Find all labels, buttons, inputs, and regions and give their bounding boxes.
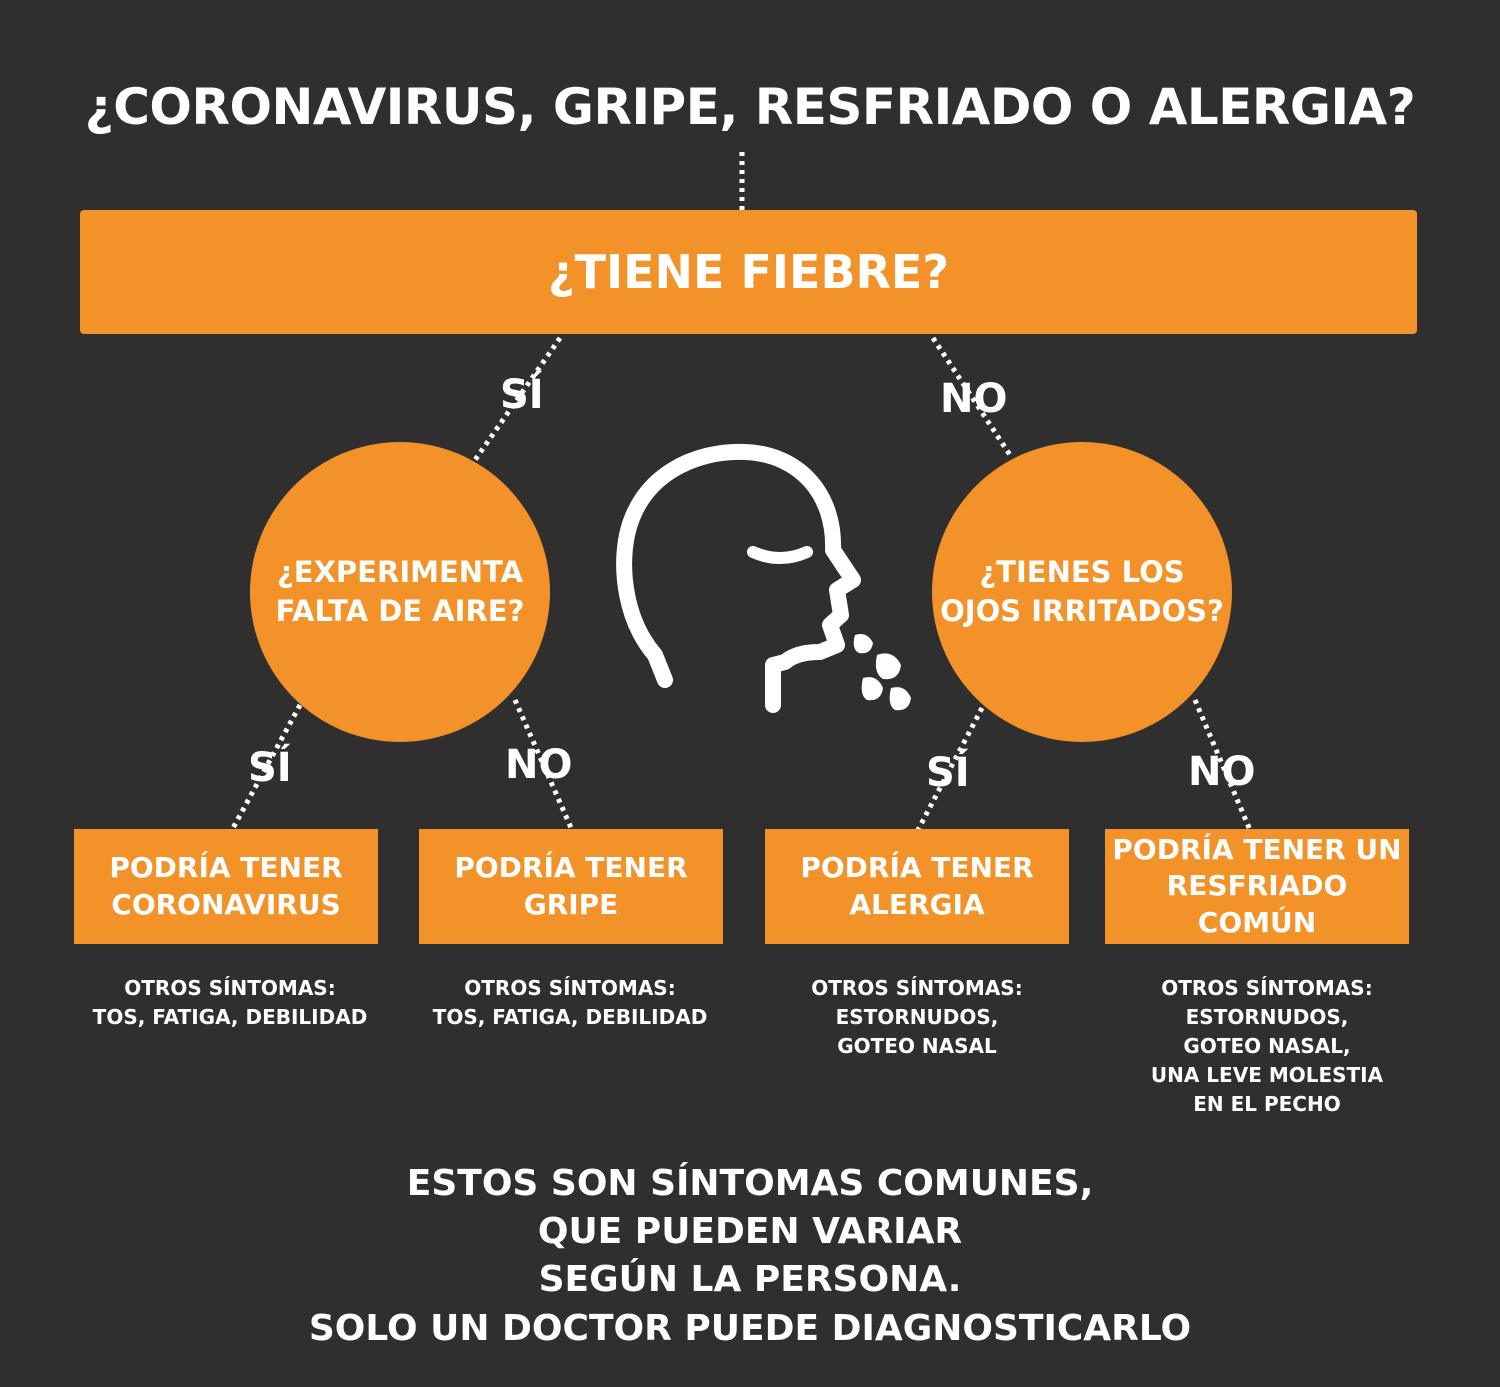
branch-yes-eyes: SÍ xyxy=(926,750,970,796)
symptoms-flu: OTROS SÍNTOMAS: TOS, FATIGA, DEBILIDAD xyxy=(432,976,708,1029)
result-coronavirus-label: PODRÍA TENER CORONAVIRUS xyxy=(109,851,343,921)
root-question: ¿TIENE FIEBRE? xyxy=(547,245,950,299)
symptoms-allergy: OTROS SÍNTOMAS: ESTORNUDOS, GOTEO NASAL xyxy=(811,976,1023,1058)
irritated-eyes-question xyxy=(932,442,1232,742)
result-common-cold-label: PODRÍA TENER UN RESFRIADO COMÚN xyxy=(1112,832,1402,939)
result-coronavirus xyxy=(74,829,378,944)
footer-note: ESTOS SON SÍNTOMAS COMUNES, QUE PUEDEN VARIAR SEGÚN LA PERSONA. SOLO UN DOCTOR PUEDE DIAGNOSTICARLO xyxy=(308,1163,1192,1349)
branch-no-eyes: NO xyxy=(1188,749,1256,795)
right-question-text: ¿TIENES LOS OJOS IRRITADOS? xyxy=(940,554,1224,628)
symptoms-common-cold: OTROS SÍNTOMAS: ESTORNUDOS, GOTEO NASAL, UNA LEVE MOLESTIA EN EL PECHO xyxy=(1150,976,1384,1116)
symptoms-coronavirus: OTROS SÍNTOMAS: TOS, FATIGA, DEBILIDAD xyxy=(92,976,368,1029)
root-question-box xyxy=(80,210,1417,334)
result-allergy-label: PODRÍA TENER ALERGIA xyxy=(800,851,1034,921)
shortness-of-breath-question xyxy=(250,442,550,742)
result-flu xyxy=(419,829,723,944)
result-flu-label: PODRÍA TENER GRIPE xyxy=(454,851,688,921)
result-allergy xyxy=(765,829,1069,944)
branch-yes-fever: SÍ xyxy=(500,372,544,418)
sneezing-head-icon xyxy=(615,440,925,720)
branch-no-breath: NO xyxy=(505,742,573,788)
left-question-text: ¿EXPERIMENTA FALTA DE AIRE? xyxy=(275,554,525,628)
result-common-cold xyxy=(1105,829,1409,944)
branch-yes-breath: SÍ xyxy=(248,745,292,791)
page-title: ¿CORONAVIRUS, GRIPE, RESFRIADO O ALERGIA? xyxy=(84,78,1416,136)
branch-no-fever: NO xyxy=(940,376,1008,422)
